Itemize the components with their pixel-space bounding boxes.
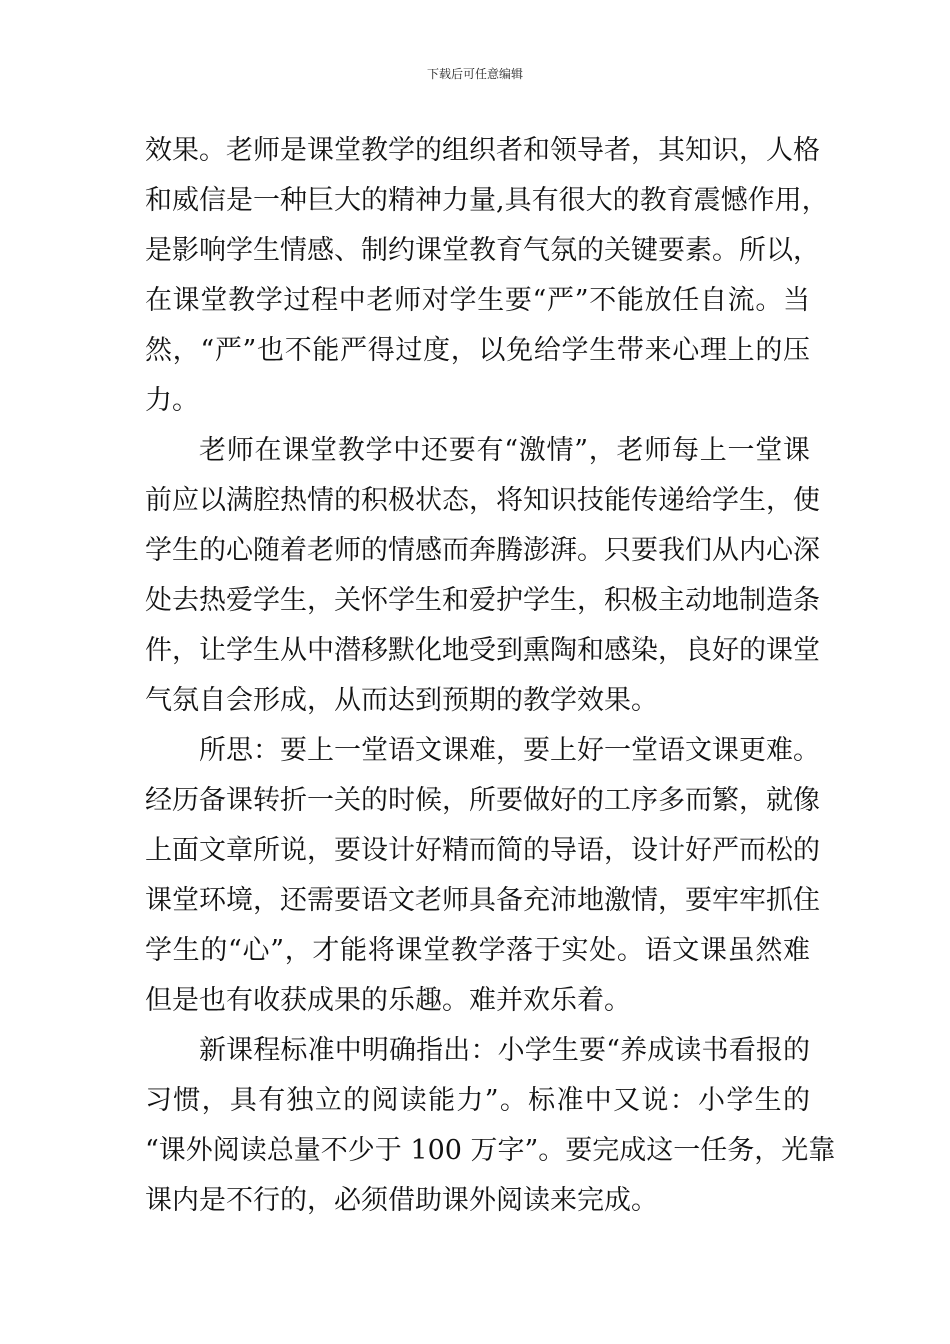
paragraph [145,426,820,726]
text-line: 在课堂教学过程中老师对学生要“严”不能放任自流。当 [145,285,810,316]
paragraph [145,1026,836,1226]
text-line: 然，“严”也不能严得过度，以免给学生带来心理上的压 [145,335,810,366]
text-line: 习惯，具有独立的阅读能力”。标准中又说：小学生的 [145,1085,810,1116]
text-line: 上面文章所说，要设计好精而简的导语，设计好严而松的 [145,835,820,866]
text-line: 和威信是一种巨大的精神力量,具有很大的教育震憾作用， [145,185,829,216]
text-line: “课外阅读总量不少于 100 万字”。要完成这一任务，光靠 [145,1135,836,1166]
page-header: 下载后可任意编辑 [426,67,523,81]
text-line: 件，让学生从中潜移默化地受到熏陶和感染，良好的课堂 [145,635,820,666]
text-line: 学生的“心”，才能将课堂教学落于实处。语文课虽然难 [145,935,810,966]
text-line: 前应以满腔热情的积极状态，将知识技能传递给学生，使 [145,485,820,516]
paragraph [145,126,829,426]
text-line: 但是也有收获成果的乐趣。难并欢乐着。 [145,985,631,1016]
text-line: 处去热爱学生，关怀学生和爱护学生，积极主动地制造条 [145,585,820,616]
text-line: 力。 [145,385,199,416]
text-line: 课堂环境，还需要语文老师具备充沛地激情，要牢牢抓住 [145,885,820,916]
text-line: 效果。老师是课堂教学的组织者和领导者，其知识，人格 [145,135,820,166]
paragraph [145,726,820,1026]
text-line: 经历备课转折一关的时候，所要做好的工序多而繁，就像 [145,785,820,816]
document-body [145,126,836,1226]
text-line: 所思：要上一堂语文课难，要上好一堂语文课更难。 [199,735,820,766]
text-line: 新课程标准中明确指出：小学生要“养成读书看报的 [199,1035,810,1066]
text-line: 是影响学生情感、制约课堂教育气氛的关键要素。所以， [145,235,820,266]
text-line: 气氛自会形成，从而达到预期的教学效果。 [145,685,658,716]
text-line: 老师在课堂教学中还要有“激情”，老师每上一堂课 [199,435,810,466]
text-line: 课内是不行的，必须借助课外阅读来完成。 [145,1185,658,1216]
text-line: 学生的心随着老师的情感而奔腾澎湃。只要我们从内心深 [145,535,820,566]
